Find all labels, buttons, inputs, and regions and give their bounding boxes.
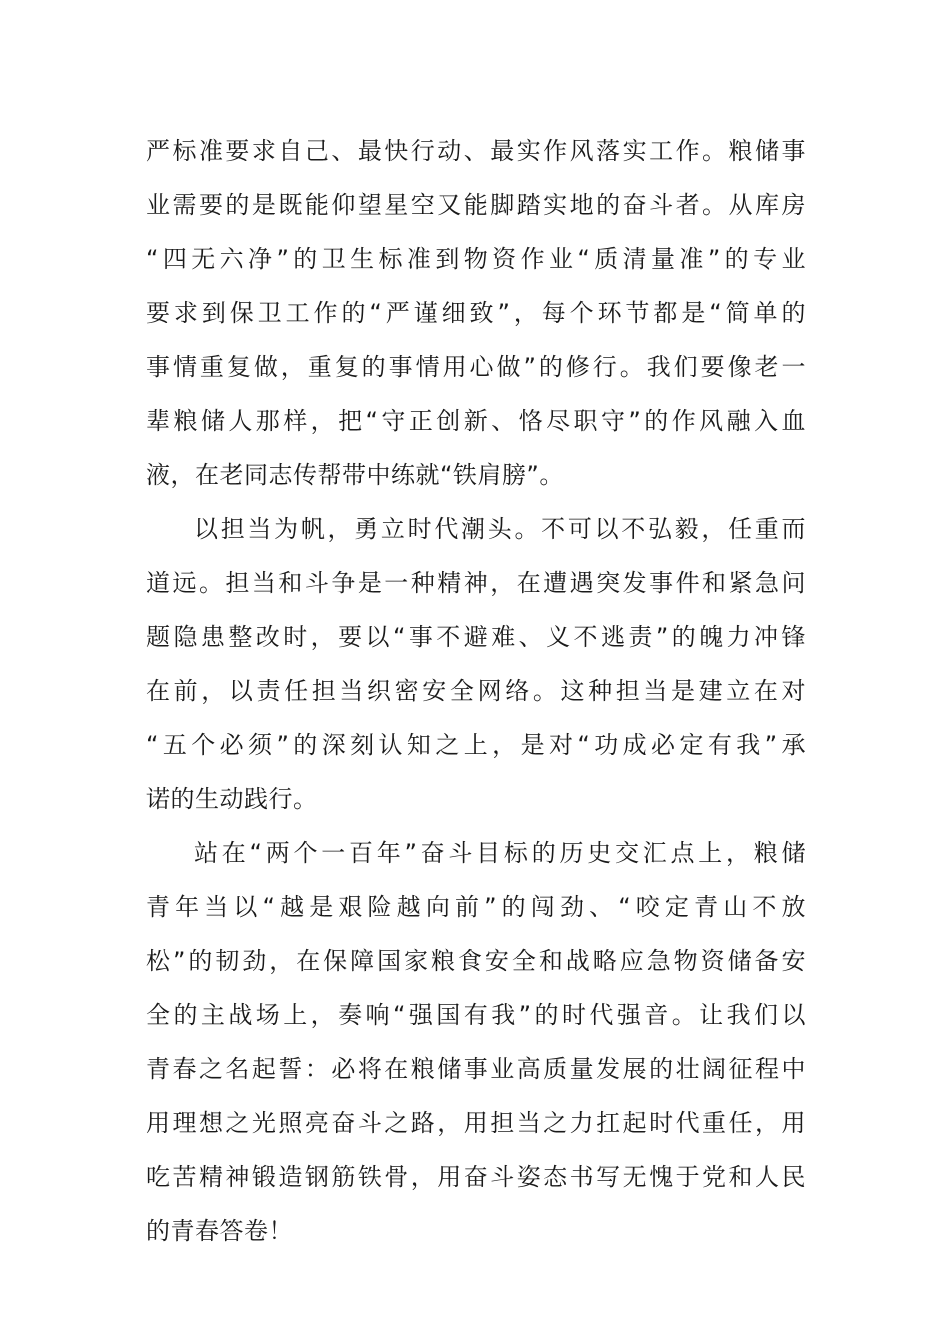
paragraph-3-line-2: 青年当以“越是艰险越向前”的闯劲、“咬定青山不放 xyxy=(146,893,806,921)
paragraph-3-line-6: 用理想之光照亮奋斗之路，用担当之力扛起时代重任，用 xyxy=(146,1109,806,1137)
paragraph-1-line-5: 事情重复做，重复的事情用心做”的修行。我们要像老一 xyxy=(146,353,806,381)
paragraph-2-line-1: 以担当为帆，勇立时代潮头。不可以不弘毅，任重而 xyxy=(194,515,806,543)
paragraph-2-line-4: 在前，以责任担当织密安全网络。这种担当是建立在对 xyxy=(146,677,806,705)
paragraph-1-line-2: 业需要的是既能仰望星空又能脚踏实地的奋斗者。从库房 xyxy=(146,191,806,219)
paragraph-3-line-3: 松”的韧劲，在保障国家粮食安全和战略应急物资储备安 xyxy=(146,947,806,975)
paragraph-1-line-6: 辈粮储人那样，把“守正创新、恪尽职守”的作风融入血 xyxy=(146,407,806,435)
paragraph-3-line-4: 全的主战场上，奏响“强国有我”的时代强音。让我们以 xyxy=(146,1001,806,1029)
paragraph-2-line-5: “五个必须”的深刻认知之上，是对“功成必定有我”承 xyxy=(146,731,806,759)
paragraph-1-line-4: 要求到保卫工作的“严谨细致”，每个环节都是“简单的 xyxy=(146,299,806,327)
document-body xyxy=(146,124,806,1258)
paragraph-2-line-3: 题隐患整改时，要以“事不避难、义不逃责”的魄力冲锋 xyxy=(146,623,806,651)
paragraph-3-line-7: 吃苦精神锻造钢筋铁骨，用奋斗姿态书写无愧于党和人民 xyxy=(146,1163,806,1191)
paragraph-1-line-1: 严标准要求自己、最快行动、最实作风落实工作。粮储事 xyxy=(146,137,806,165)
paragraph-3-line-1: 站在“两个一百年”奋斗目标的历史交汇点上，粮储 xyxy=(194,839,806,867)
paragraph-1-line-7: 液，在老同志传帮带中练就“铁肩膀”。 xyxy=(146,461,564,489)
paragraph-2-line-6: 诺的生动践行。 xyxy=(146,785,318,813)
paragraph-2-line-2: 道远。担当和斗争是一种精神，在遭遇突发事件和紧急问 xyxy=(146,569,806,597)
paragraph-1-line-3: “四无六净”的卫生标准到物资作业“质清量准”的专业 xyxy=(146,245,806,273)
paragraph-3-line-5: 青春之名起誓：必将在粮储事业高质量发展的壮阔征程中 xyxy=(146,1055,806,1083)
paragraph-3-line-8: 的青春答卷！ xyxy=(146,1217,293,1245)
